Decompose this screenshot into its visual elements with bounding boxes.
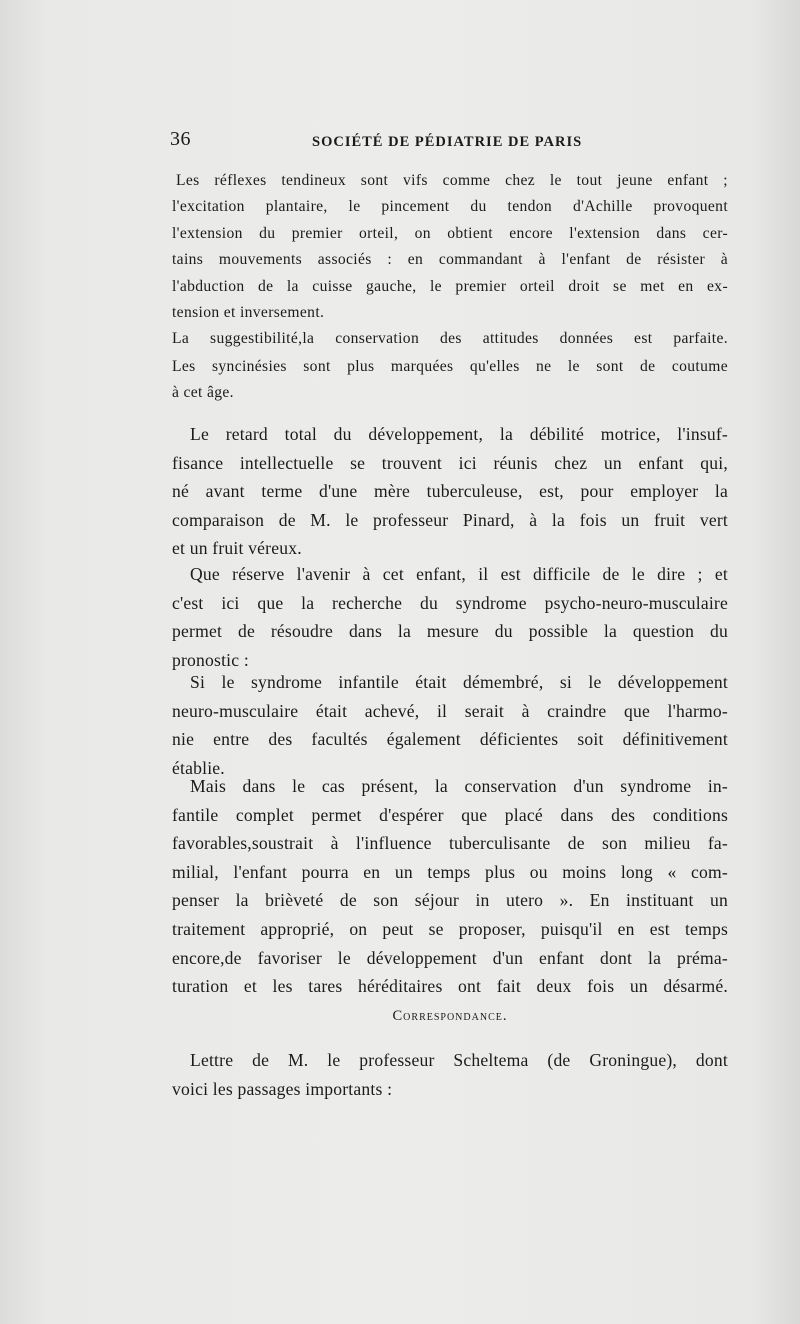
paragraph-retard — [172, 420, 728, 563]
text-line: à cet âge. — [172, 384, 234, 402]
text-line: neuro-musculaire était achevé, il serait à craindre que l'harmo- — [172, 700, 728, 721]
paragraph-suggestibility — [172, 326, 728, 352]
text-line: traitement approprié, on peut se proposer, puisqu'il en est temps — [172, 918, 728, 939]
text-line: fisance intellectuelle se trouvent ici réunis chez un enfant qui, — [172, 452, 728, 473]
text-line: La suggestibilité,la conservation des attitudes données est parfaite. — [172, 330, 728, 347]
page-header — [170, 128, 730, 154]
text-line: milial, l'enfant pourra en un temps plus ou moins long « com- — [172, 861, 728, 882]
text-line: établie. — [172, 757, 225, 778]
text-line: voici les passages importants : — [172, 1078, 393, 1099]
running-head: SOCIÉTÉ DE PÉDIATRIE DE PARIS — [312, 134, 583, 150]
text-line: l'extension du premier orteil, on obtient encore l'extension dans cer- — [172, 224, 728, 242]
text-line: Le retard total du développement, la débilité motrice, l'insuf- — [190, 424, 728, 444]
paragraph-syncinesies — [172, 354, 728, 407]
text-line: penser la brièveté de son séjour in utero ». En instituant un — [172, 890, 728, 911]
text-line: comparaison de M. le professeur Pinard, à la fois un fruit vert — [172, 509, 728, 530]
text-line: l'excitation plantaire, le pincement du tendon d'Achille provoquent — [172, 198, 728, 216]
text-line: encore,de favoriser le développement d'un enfant dont la préma- — [172, 947, 728, 968]
text-line: permet de résoudre dans la mesure du possible la question du — [172, 621, 728, 642]
text-line: c'est ici que la recherche du syndrome psycho-neuro-musculaire — [172, 592, 728, 613]
text-line: turation et les tares héréditaires ont fait deux fois un désarmé. — [172, 976, 728, 997]
text-line: tension et inversement. — [172, 304, 325, 322]
paragraph-avenir — [172, 560, 728, 674]
text-line: nie entre des facultés également déficientes soit définitivement — [172, 729, 728, 750]
text-line: Les réflexes tendineux sont vifs comme chez le tout jeune enfant ; — [176, 172, 728, 189]
text-line: Lettre de M. le professeur Scheltema (de Groningue), dont — [190, 1050, 728, 1070]
section-heading-correspondance: Correspondance. — [392, 1008, 508, 1024]
paragraph-cas-present — [172, 772, 728, 1001]
text-line: né avant terme d'une mère tuberculeuse, est, pour employer la — [172, 481, 728, 502]
text-line: et un fruit véreux. — [172, 538, 302, 559]
text-line: l'abduction de la cuisse gauche, le premier orteil droit se met en ex- — [172, 277, 728, 295]
paragraph-lettre — [172, 1046, 728, 1103]
text-line: Que réserve l'avenir à cet enfant, il est difficile de le dire ; et — [190, 564, 728, 584]
text-line: Mais dans le cas présent, la conservation d'un syndrome in- — [190, 776, 728, 796]
text-line: fantile complet permet d'espérer que placé dans des conditions — [172, 804, 728, 825]
text-line: favorables,soustrait à l'influence tuberculisante de son milieu fa- — [172, 833, 728, 854]
paragraph-reflexes — [172, 168, 728, 326]
paragraph-syndrome — [172, 668, 728, 782]
text-line: pronostic : — [172, 649, 249, 670]
page-number: 36 — [170, 128, 191, 150]
text-line: tains mouvements associés : en commandant à l'enfant de résister à — [172, 251, 728, 269]
text-line: Si le syndrome infantile était démembré, si le développement — [190, 672, 728, 692]
text-line: Les syncinésies sont plus marquées qu'elles ne le sont de coutume — [172, 358, 728, 375]
